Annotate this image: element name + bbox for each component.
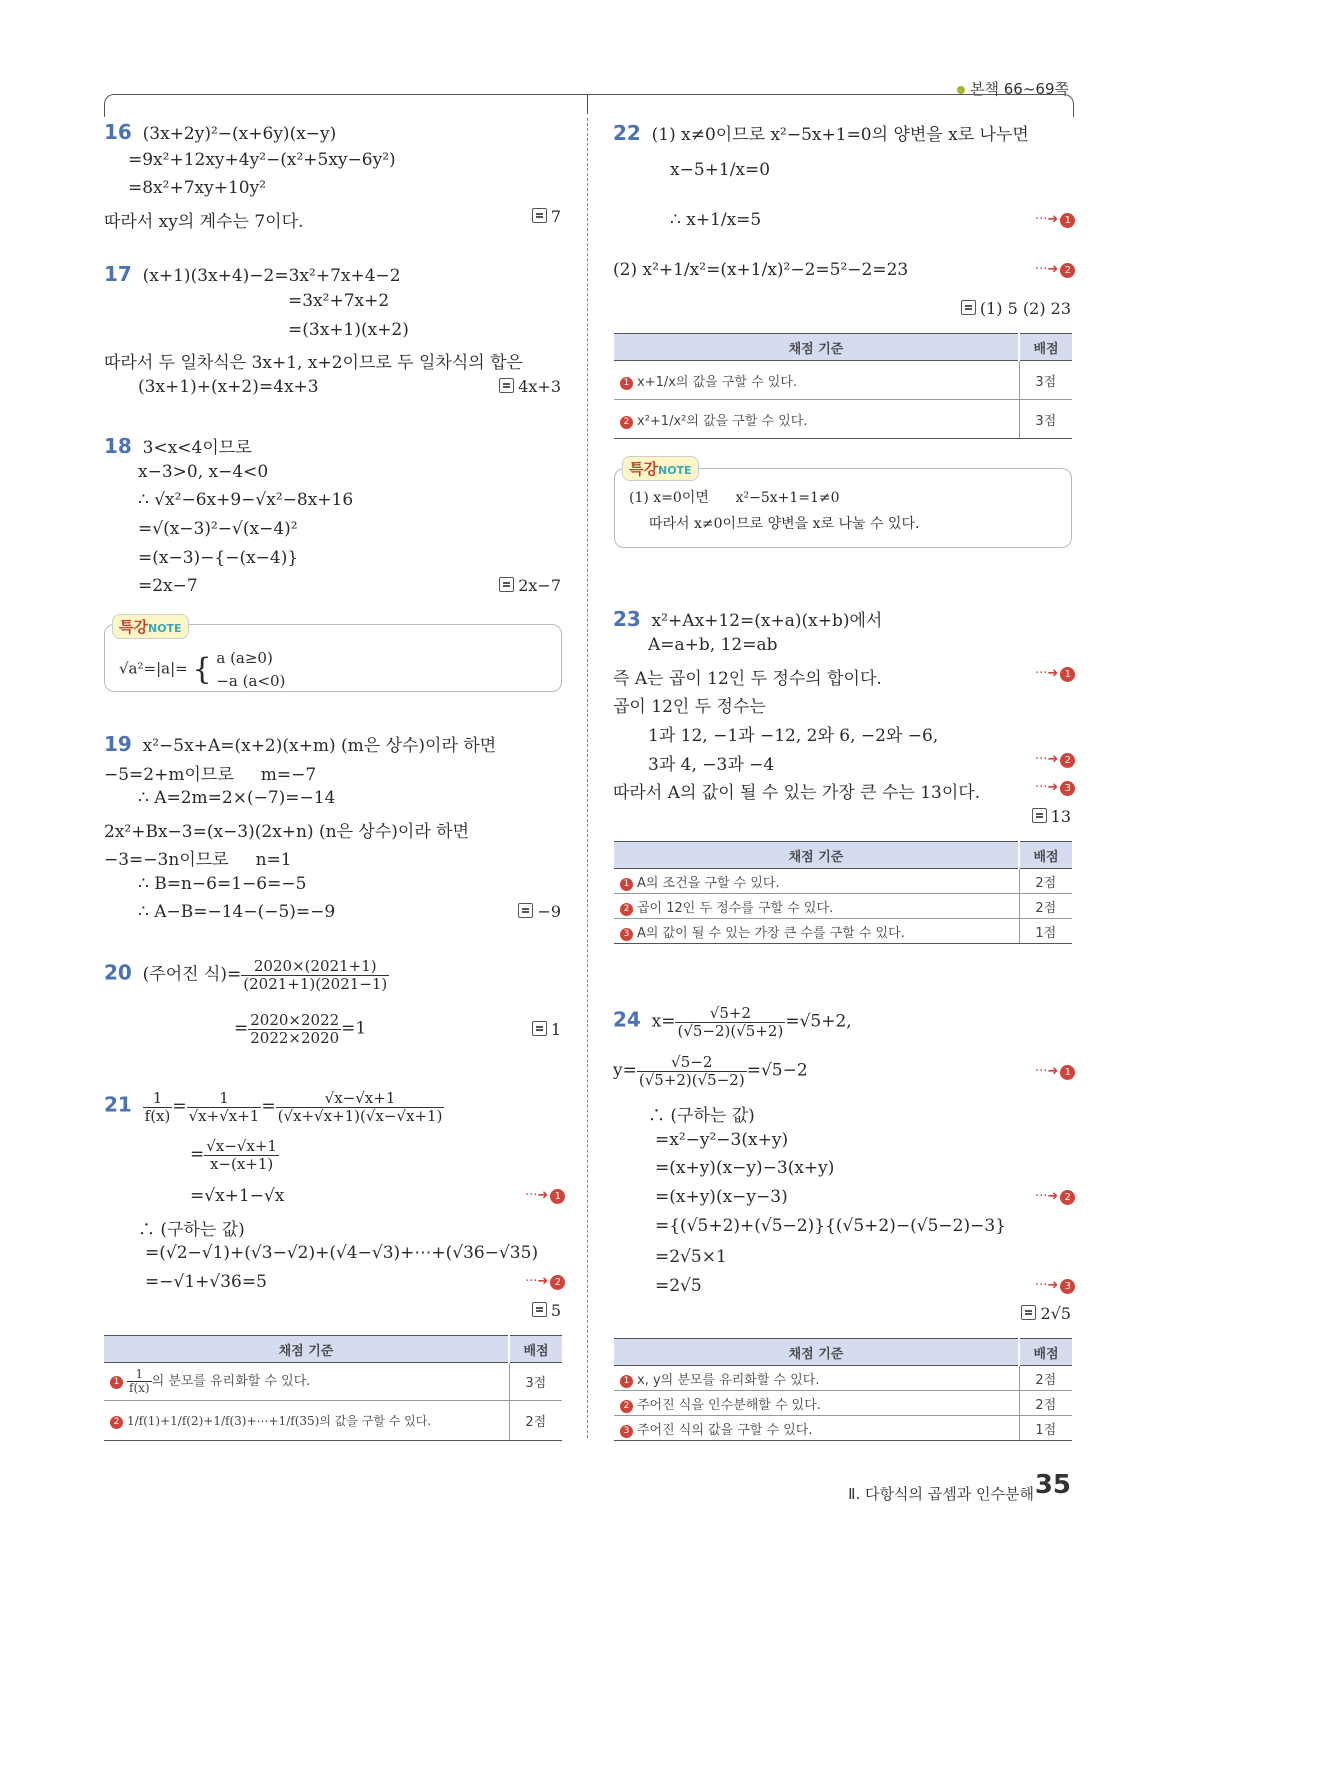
problem-number: 23	[613, 607, 641, 631]
solution-line: −3=−3n이므로 n=1	[104, 850, 292, 870]
solution-line: =2√5×1	[655, 1247, 727, 1267]
answer-icon	[1021, 1305, 1036, 1320]
solution-line: x²−5x+A=(x+2)(x+m) (m은 상수)이라 하면	[142, 736, 497, 756]
step-marker: ···➜ 2	[1035, 1189, 1075, 1205]
answer-icon	[499, 378, 514, 393]
frame-divider	[587, 94, 588, 114]
solution-line: =2√5	[655, 1276, 702, 1296]
solution-line: =8x²+7xy+10y²	[128, 178, 267, 198]
fraction: $\frac{√5+2}{(√5-2)(√5+2)}$	[677, 1004, 784, 1040]
solution-line: =(3x+1)(x+2)	[288, 320, 409, 340]
answer-icon	[499, 577, 514, 592]
bullet-icon	[957, 86, 965, 94]
fraction: $\frac{2020\times(2021+1)}{(2021+1)(2021-1)}$	[243, 957, 388, 993]
solution-line: (2) x²+1/x²=(x+1/x)²−2=5²−2=23	[613, 260, 909, 280]
solution-line: (1) x≠0이므로 x²−5x+1=0의 양변을 x로 나누면	[651, 125, 1029, 145]
problem-number: 18	[104, 434, 132, 458]
solution-line: =(√2−√1)+(√3−√2)+(√4−√3)+⋯+(√36−√35)	[145, 1243, 539, 1263]
fraction: $\frac{2020\times 2022}{2022\times 2020}$	[250, 1011, 340, 1047]
answer-icon	[532, 1302, 547, 1317]
fraction: $\frac{√x-√x+1}{(√x+√x+1)(√x-√x+1)}$	[277, 1089, 443, 1125]
solution-line: =(x+y)(x−y)−3(x+y)	[655, 1158, 835, 1178]
step-marker: ···➜ 2	[1035, 262, 1075, 278]
answer: 5	[532, 1301, 561, 1320]
solution-line: 따라서 A의 값이 될 수 있는 가장 큰 수는 13이다.	[613, 783, 981, 803]
answer: 7	[532, 207, 561, 226]
scoring-table: 채점 기준 배점 1 x, y의 분모를 유리화할 수 있다. 2점 2 주어진 식을 인수분해할 수 있다. 2점 3 주어진 식의 값을 구할 수 있다. 1점	[614, 1338, 1072, 1441]
solution-line: A=a+b, 12=ab	[648, 635, 778, 655]
answer-icon	[532, 1021, 547, 1036]
answer: 13	[1032, 807, 1071, 826]
problem-number: 21	[104, 1092, 132, 1117]
answer: −9	[518, 902, 561, 921]
step-marker: ···➜ 1	[1035, 1064, 1075, 1080]
problem-number: 24	[613, 1007, 641, 1032]
solution-line: 즉 A는 곱이 12인 두 정수의 합이다.	[613, 669, 882, 689]
answer: 1	[532, 1020, 561, 1039]
solution-line: =√(x−3)²−√(x−4)²	[138, 519, 298, 539]
solution-line: x²+Ax+12=(x+a)(x+b)에서	[651, 611, 883, 631]
problem-number: 17	[104, 262, 132, 286]
answer-icon	[532, 208, 547, 223]
step-marker: ···➜ 1	[525, 1188, 565, 1204]
solution-line: =−√1+√36=5	[145, 1272, 267, 1292]
solution-line: ∴ A=2m=2×(−7)=−14	[138, 788, 336, 808]
solution-line: (3x+2y)²−(x+6y)(x−y)	[142, 124, 337, 144]
step-marker: ···➜ 3	[1035, 1278, 1075, 1294]
solution-line: 2x²+Bx−3=(x−3)(2x+n) (n은 상수)이라 하면	[104, 822, 469, 842]
problem-number: 16	[104, 120, 132, 144]
solution-line: x−5+1/x=0	[670, 160, 771, 180]
solution-line: ∴ √x²−6x+9−√x²−8x+16	[138, 490, 354, 510]
solution-line: =x²−y²−3(x+y)	[655, 1130, 789, 1150]
chapter-title: Ⅱ. 다항식의 곱셈과 인수분해	[848, 1485, 1034, 1503]
note-content: √a²=|a|= { a (a≥0) −a (a<0)	[119, 649, 286, 690]
solution-line: 3<x<4이므로	[142, 438, 252, 458]
fraction: $\frac{√5-2}{(√5+2)(√5-2)}$	[638, 1053, 745, 1089]
fraction: $\frac{1}{√x+√x+1}$	[188, 1089, 260, 1125]
answer: 2√5	[1021, 1304, 1071, 1323]
solution-line: ∴ x+1/x=5	[670, 210, 762, 230]
solution-line: x−3>0, x−4<0	[138, 462, 269, 482]
scoring-table: 채점 기준 배점 1 $\frac{1}{f(x)}$ 의 분모를 유리화할 수 있다. 3점 2 1/f(1)+1/f(2)+1/f(3)+⋯+1/f(35)의 값을 구할 수 있다. 2점	[104, 1335, 562, 1441]
answer-icon	[1032, 808, 1047, 823]
solution-line: =(x+y)(x−y−3)	[655, 1187, 788, 1207]
solution-line: (x+1)(3x+4)−2=3x²+7x+4−2	[142, 266, 401, 286]
fraction: $\frac{1}{f(x)}$	[144, 1089, 171, 1125]
step-marker: ···➜ 2	[525, 1274, 565, 1290]
answer-icon	[518, 903, 533, 918]
solution-line: −5=2+m이므로 m=−7	[104, 765, 317, 785]
answer: 4x+3	[499, 377, 561, 396]
answer: (1) 5 (2) 23	[961, 299, 1071, 318]
problem-number: 19	[104, 732, 132, 756]
solution-line: 1과 12, −1과 −12, 2와 6, −2와 −6,	[648, 726, 939, 746]
solution-line: (3x+1)+(x+2)=4x+3	[138, 377, 319, 397]
step-marker: ···➜ 2	[1035, 752, 1075, 768]
solution-line: =2x−7	[138, 576, 198, 596]
solution-line: 따라서 두 일차식은 3x+1, x+2이므로 두 일차식의 합은	[104, 353, 523, 373]
note-tag: 특강NOTE	[622, 456, 699, 481]
problem-number: 20	[104, 960, 132, 985]
solution-line: ∴ (구하는 값)	[648, 1106, 755, 1126]
step-marker: ···➜ 1	[1035, 666, 1075, 682]
scoring-table: 채점 기준 배점 1 x+1/x의 값을 구할 수 있다. 3점 2 x²+1/x²의 값을 구할 수 있다. 3점	[614, 333, 1072, 439]
special-note-box: (1) x=0이면 x²−5x+1=1≠0 따라서 x≠0이므로 양변을 x로 나눌 수 있다.	[614, 468, 1072, 548]
answer: 2x−7	[499, 576, 561, 595]
solution-line: 따라서 xy의 계수는 7이다.	[104, 212, 304, 232]
solution-line: 3과 4, −3과 −4	[648, 755, 775, 775]
note-tag: 특강NOTE	[112, 614, 189, 639]
step-marker: ···➜ 3	[1035, 780, 1075, 796]
column-divider	[587, 118, 588, 1438]
solution-line: 곱이 12인 두 정수는	[613, 697, 766, 717]
step-marker: ···➜ 1	[1035, 212, 1075, 228]
fraction: $\frac{√x-√x+1}{x-(x+1)}$	[206, 1137, 277, 1173]
answer-icon	[961, 300, 976, 315]
solution-line: ={(√5+2)+(√5−2)}{(√5+2)−(√5−2)−3}	[655, 1216, 1006, 1236]
solution-line: =9x²+12xy+4y²−(x²+5xy−6y²)	[128, 150, 396, 170]
scoring-table: 채점 기준 배점 1 A의 조건을 구할 수 있다. 2점 2 곱이 12인 두 정수를 구할 수 있다. 2점 3 A의 값이 될 수 있는 가장 큰 수를 구할 수 있다. 1점	[614, 841, 1072, 944]
problem-number: 22	[613, 121, 641, 145]
solution-line: =3x²+7x+2	[288, 291, 390, 311]
solution-line: ∴ (구하는 값)	[138, 1220, 245, 1240]
solution-line: ∴ B=n−6=1−6=−5	[138, 874, 307, 894]
page-number: 35	[1034, 1470, 1071, 1500]
page-reference: 본책 66~69쪽	[957, 78, 1069, 99]
page-frame	[104, 94, 1074, 117]
solution-line: =(x−3)−{−(x−4)}	[138, 548, 299, 568]
solution-line: ∴ A−B=−14−(−5)=−9	[138, 902, 336, 922]
solution-line: =√x+1−√x	[190, 1186, 285, 1206]
